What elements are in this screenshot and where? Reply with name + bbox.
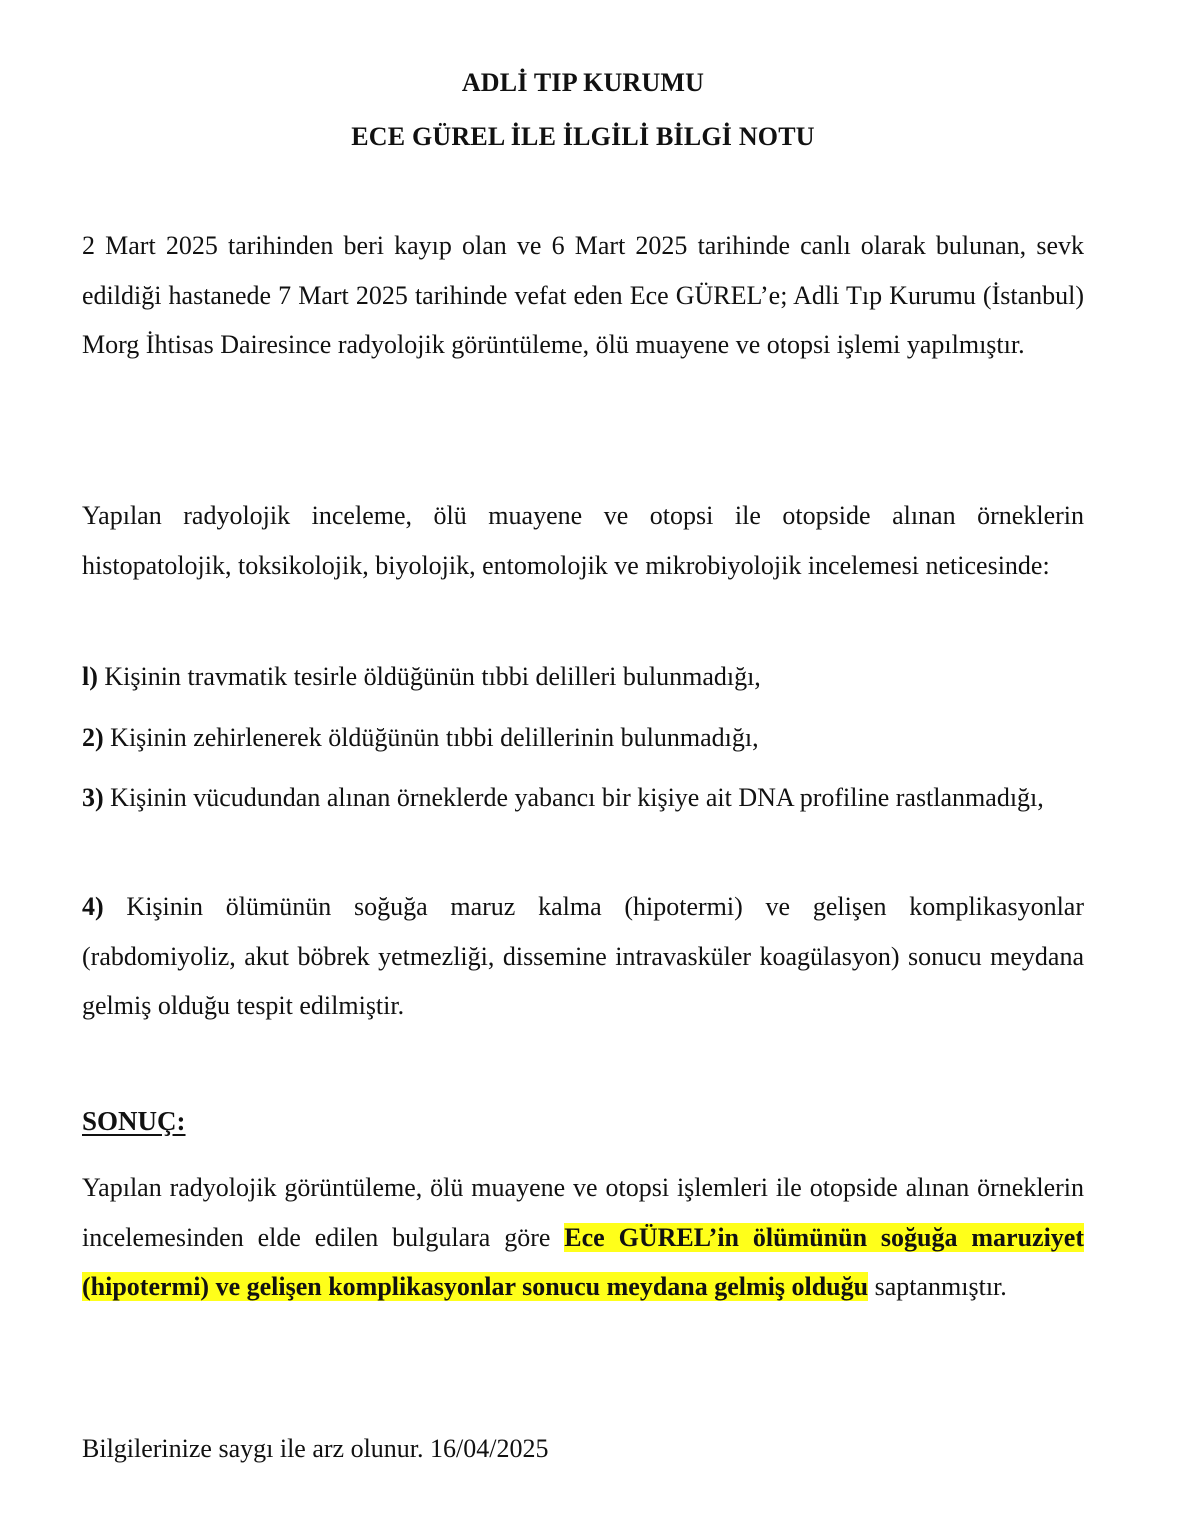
conclusion-text-before: Yapılan radyolojik görüntüleme, ölü muayene ve otopsi işlemleri ile otopside alınan örneklerin incelemesinden elde edilen bulgulara göre bbox=[82, 1173, 1084, 1252]
finding-text: Kişinin ölümünün soğuğa maruz kalma (hipotermi) ve gelişen komplikasyonlar (rabdomiyoliz, akut böbrek yetmezliği, dissemine intravasküler koagülasyon) sonucu meydana gelmiş olduğu tespit edilmiştir. bbox=[82, 892, 1084, 1020]
finding-number: 4) bbox=[82, 892, 104, 921]
conclusion-highlighted-text: Ece GÜREL’in ölümünün soğuğa maruziyet (hipotermi) ve gelişen komplikasyonlar sonucu meydana gelmiş olduğu bbox=[82, 1222, 1084, 1301]
finding-text: Kişinin vücudundan alınan örneklerde yabancı bir kişiye ait DNA profiline rastlanmadığı, bbox=[103, 783, 1044, 812]
finding-item-4 bbox=[82, 882, 1084, 1031]
findings-intro-paragraph: Yapılan radyolojik inceleme, ölü muayene ve otopsi ile otopside alınan örneklerin histopatolojik, toksikolojik, biyolojik, entomolojik ve mikrobiyolojik incelemesi neticesinde: bbox=[82, 501, 1084, 580]
intro-paragraph: 2 Mart 2025 tarihinden beri kayıp olan ve 6 Mart 2025 tarihinde canlı olarak bulunan, sevk edildiği hastanede 7 Mart 2025 tarihinde vefat eden Ece GÜREL’e; Adli Tıp Kurumu (İstanbul) Morg İhtisas Dairesince radyolojik görüntüleme, ölü muayene ve otopsi işlemi yapılmıştır. bbox=[82, 231, 1084, 359]
conclusion-paragraph bbox=[82, 1163, 1084, 1312]
finding-item-1 bbox=[82, 652, 1084, 702]
document-title-subject: ECE GÜREL İLE İLGİLİ BİLGİ NOTU bbox=[351, 122, 815, 151]
finding-item-3 bbox=[82, 773, 1084, 823]
finding-number: 3) bbox=[82, 783, 104, 812]
finding-text: Kişinin zehirlenerek öldüğünün tıbbi delillerinin bulunmadığı, bbox=[103, 723, 759, 752]
closing-line: Bilgilerinize saygı ile arz olunur. 16/04/2025 bbox=[82, 1434, 549, 1463]
finding-number: l) bbox=[82, 662, 98, 691]
finding-text: Kişinin travmatik tesirle öldüğünün tıbbi delilleri bulunmadığı, bbox=[97, 662, 761, 691]
finding-number: 2) bbox=[82, 723, 104, 752]
document-title-institution: ADLİ TIP KURUMU bbox=[461, 68, 705, 97]
conclusion-heading: SONUÇ: bbox=[82, 1106, 186, 1136]
conclusion-text-after: saptanmıştır. bbox=[868, 1272, 1007, 1301]
finding-item-2 bbox=[82, 713, 1084, 763]
